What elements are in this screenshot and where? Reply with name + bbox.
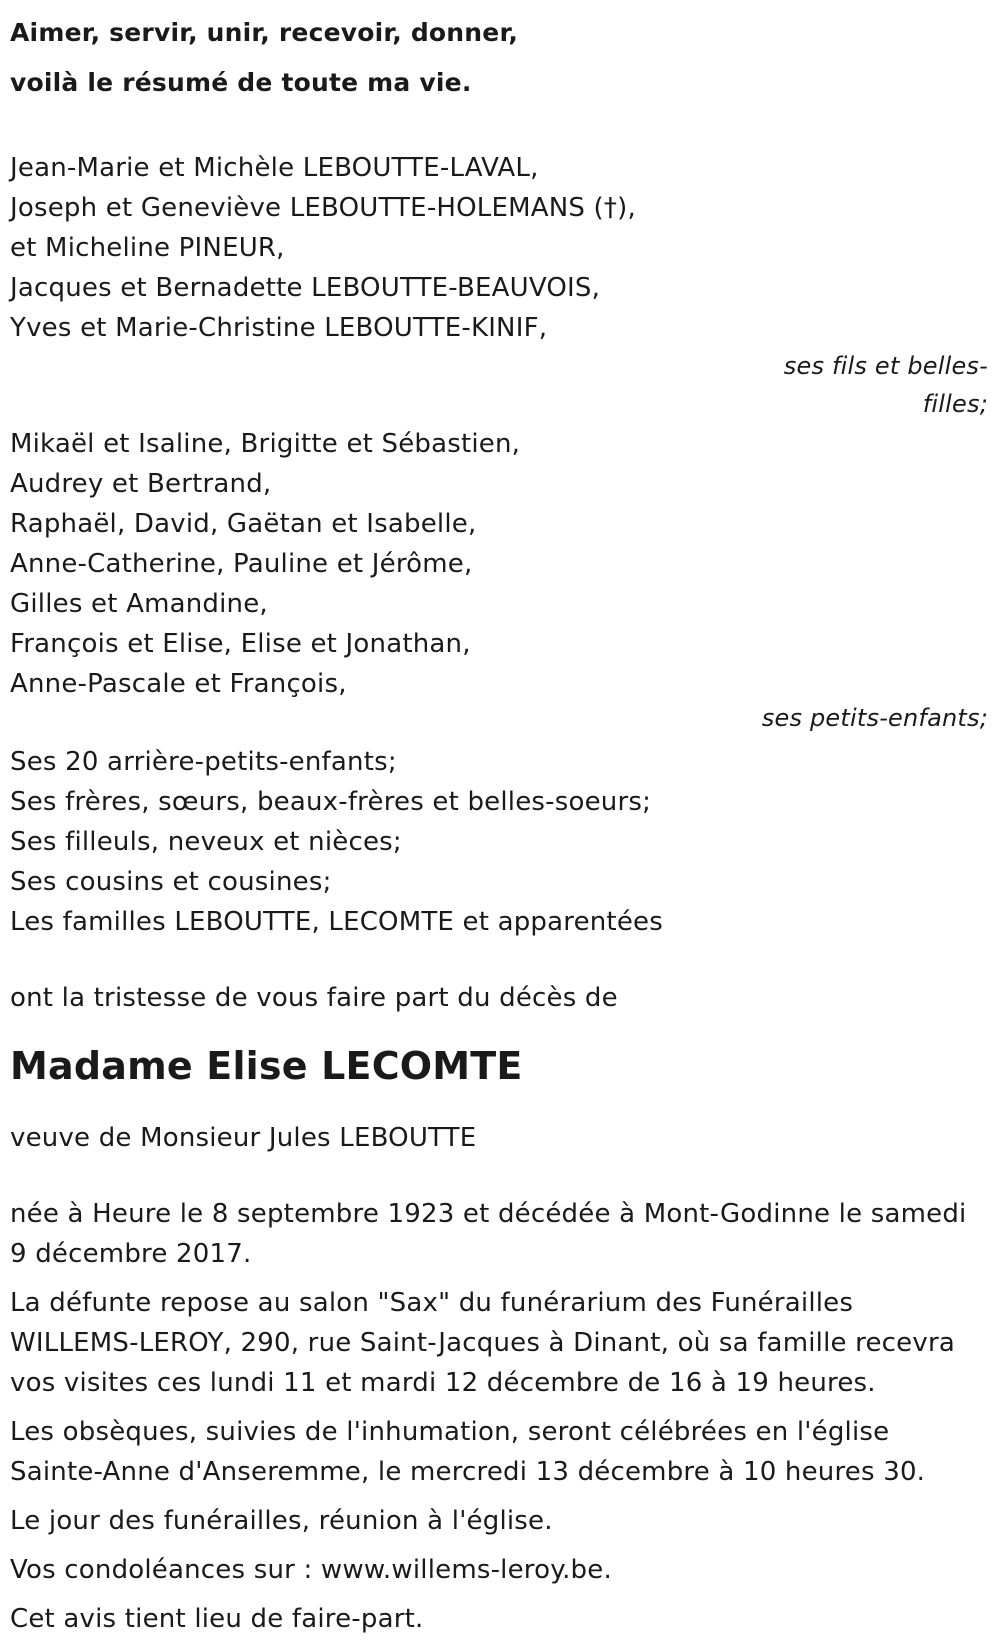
epigraph-line: Aimer, servir, unir, recevoir, donner, xyxy=(10,18,519,47)
family-line: Mikaël et Isaline, Brigitte et Sébastien, xyxy=(10,429,521,459)
family-line: Ses frères, sœurs, beaux-frères et belles-soeurs; xyxy=(10,787,652,817)
condolences-paragraph: Vos condoléances sur : www.willems-leroy.be. xyxy=(10,1555,612,1585)
family-line: et Micheline PINEUR, xyxy=(10,233,285,263)
family-line: Les familles LEBOUTTE, LECOMTE et apparentées xyxy=(10,907,663,937)
family-line: Gilles et Amandine, xyxy=(10,589,268,619)
epigraph xyxy=(10,8,990,108)
family-line: Audrey et Bertrand, xyxy=(10,469,272,499)
visitation-paragraph: La défunte repose au salon "Sax" du funérarium des Funérailles WILLEMS-LEROY, 290, rue Saint-Jacques à Dinant, où sa famille recevra vos visites ces lundi 11 et mardi 12 décembre de 16 à 19 heures. xyxy=(10,1288,955,1398)
children-role xyxy=(10,346,990,424)
family-line: Ses cousins et cousines; xyxy=(10,867,332,897)
role-label: ses fils et belles- xyxy=(783,352,988,380)
family-line: Anne-Catherine, Pauline et Jérôme, xyxy=(10,549,473,579)
details-section xyxy=(10,1194,990,1639)
family-line: Jean-Marie et Michèle LEBOUTTE-LAVAL, xyxy=(10,153,539,183)
birth-death-paragraph: née à Heure le 8 septembre 1923 et décédée à Mont-Godinne le samedi 9 décembre 2017. xyxy=(10,1199,967,1269)
family-line: Anne-Pascale et François, xyxy=(10,669,347,699)
epigraph-line: voilà le résumé de toute ma vie. xyxy=(10,68,472,97)
grandchildren-list xyxy=(10,424,990,704)
children-list xyxy=(10,148,990,348)
role-label: filles; xyxy=(922,390,988,418)
other-relatives-list xyxy=(10,742,990,942)
family-line: Yves et Marie-Christine LEBOUTTE-KINIF, xyxy=(10,313,548,343)
family-line: Ses filleuls, neveux et nièces; xyxy=(10,827,402,857)
family-line: Raphaël, David, Gaëtan et Isabelle, xyxy=(10,509,477,539)
family-line: François et Elise, Elise et Jonathan, xyxy=(10,629,471,659)
deceased-name: Madame Elise LECOMTE xyxy=(10,1044,523,1088)
funeral-paragraph: Les obsèques, suivies de l'inhumation, seront célébrées en l'église Sainte-Anne d'Anseremme, le mercredi 13 décembre à 10 heures 30. xyxy=(10,1417,926,1487)
announcement-text: ont la tristesse de vous faire part du décès de xyxy=(10,983,618,1013)
obituary-notice xyxy=(10,0,990,1648)
family-line: Joseph et Geneviève LEBOUTTE-HOLEMANS (†), xyxy=(10,193,636,223)
grandchildren-role: ses petits-enfants; xyxy=(761,704,988,732)
widow-of-text: veuve de Monsieur Jules LEBOUTTE xyxy=(10,1123,477,1153)
family-line: Ses 20 arrière-petits-enfants; xyxy=(10,747,397,777)
family-line: Jacques et Bernadette LEBOUTTE-BEAUVOIS, xyxy=(10,273,601,303)
notice-paragraph: Cet avis tient lieu de faire-part. xyxy=(10,1604,424,1634)
meeting-paragraph: Le jour des funérailles, réunion à l'église. xyxy=(10,1506,553,1536)
